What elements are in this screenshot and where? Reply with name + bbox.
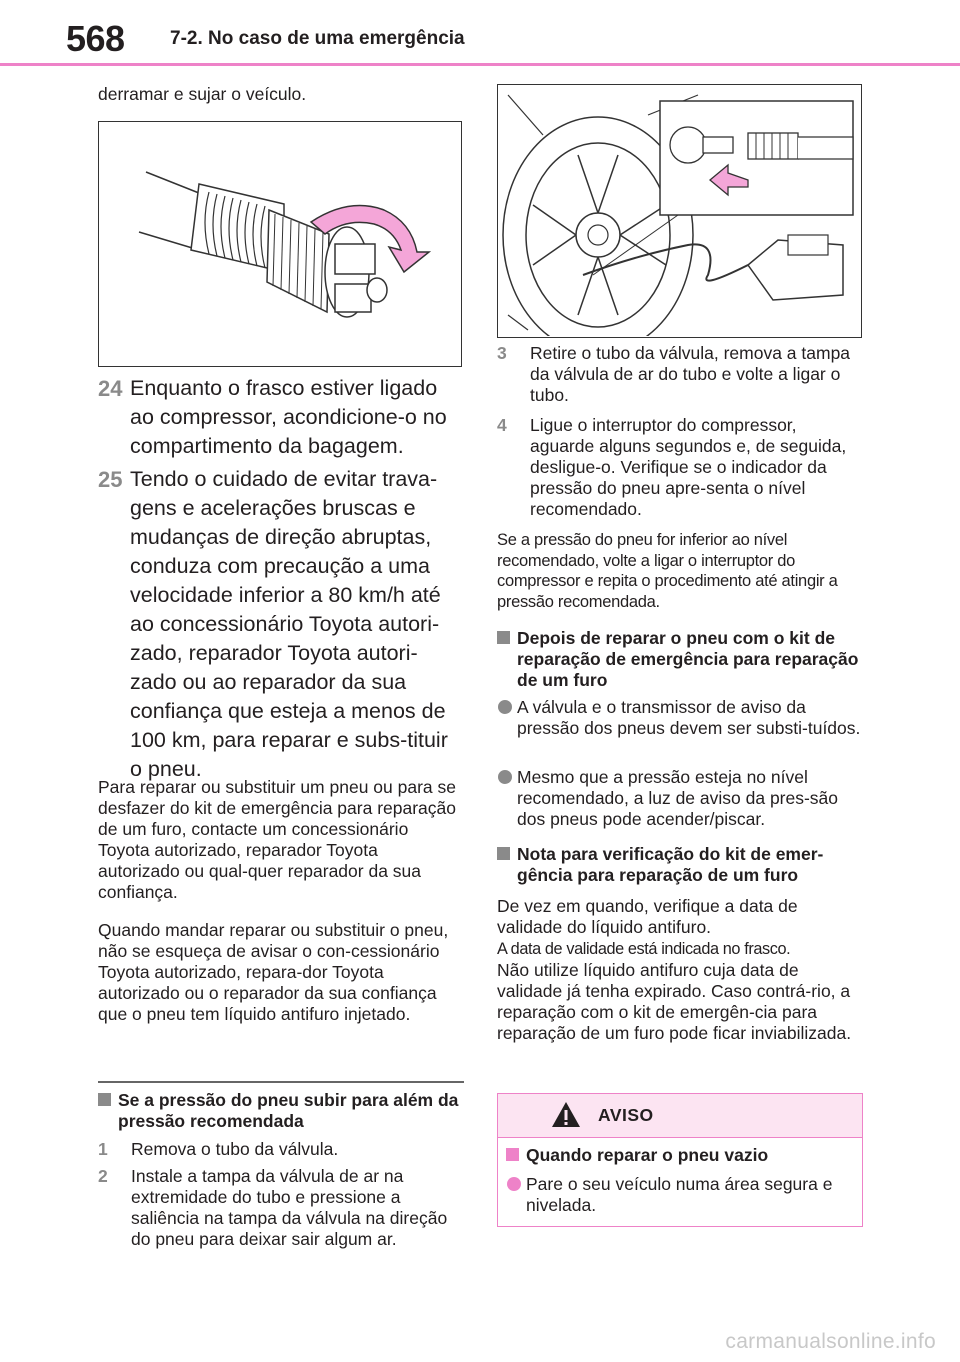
tire-valve-compressor-illustration — [497, 84, 862, 338]
header-rule — [0, 63, 960, 66]
step-text: Ligue o interruptor do compressor, aguarde alguns segundos e, de seguida, desligue-o. Verifique se o indicador da pressão do pneu apre-senta o nível recomendado. — [530, 415, 847, 519]
square-marker-icon — [98, 1093, 111, 1106]
step-number: 25 — [98, 467, 123, 492]
bullet-dot-icon — [498, 700, 512, 714]
step-4 — [497, 415, 863, 520]
page-header — [0, 0, 960, 66]
watermark-text: carmanualsonline.info — [725, 1330, 936, 1353]
step-number: 1 — [98, 1139, 108, 1159]
paragraph-pressure-low: Se a pressão do pneu for inferior ao nível recomendado, volte a ligar o interruptor do compressor e repita o procedimento até atingir a pressão recomendada. — [497, 531, 838, 611]
bullet-valve-replace: A válvula e o transmissor de aviso da pressão dos pneus devem ser substi-tuídos. — [497, 697, 863, 739]
hose-rotate-illustration — [99, 122, 460, 365]
heading-after-repair: Depois de reparar o pneu com o kit de reparação de emergência para reparação de um furo — [497, 628, 863, 691]
heading-pressure-too-high: Se a pressão do pneu subir para além da pressão recomendada — [98, 1090, 464, 1132]
step-2 — [98, 1166, 464, 1250]
paragraph-expiry-location: A data de validade está indicada no frasco. — [497, 940, 791, 958]
step-number: 4 — [497, 415, 507, 435]
step-24 — [98, 374, 464, 461]
tire-compressor-illustration — [498, 85, 860, 336]
step-3 — [497, 343, 863, 406]
step-text: Retire o tubo da válvula, remova a tampa da válvula de ar do tubo e volte a ligar o tubo. — [530, 343, 851, 405]
hose-cap-illustration — [98, 121, 462, 367]
step-text: Tendo o cuidado de evitar trava-gens e acelerações bruscas e mudanças de direção abruptas, conduza com precaução a uma velocidade inferior a 80 km/h até ao concessionário Toyota autori-zado, reparador Toyota autori-zado ou ao reparador da sua confiança que esteja a menos de 100 km, para reparar e subs-tituir o pneu. — [130, 467, 448, 781]
step-text: Instale a tampa da válvula de ar na extremidade do tubo e pressione a saliência na tampa da válvula na direção do pneu para deixar sair algum ar. — [131, 1166, 448, 1249]
section-divider — [98, 1081, 464, 1083]
section-title: 7-2. No caso de uma emergência — [170, 28, 465, 49]
warning-heading: Quando reparar o pneu vazio — [506, 1145, 856, 1166]
square-marker-icon — [497, 847, 510, 860]
bullet-dot-icon — [498, 770, 512, 784]
paragraph-do-not-use-expired: Não utilize líquido antifuro cuja data de validade já tenha expirado. Caso contrá-rio, a reparação com o kit de emergên-cia para reparação de um furo pode ficar inviabilizada. — [497, 960, 852, 1043]
square-marker-icon — [497, 631, 510, 644]
bullet-warning-light: Mesmo que a pressão esteja no nível recomendado, a luz de aviso da pres-são dos pneus pode acender/piscar. — [497, 767, 863, 830]
warning-bullet: Pare o seu veículo numa área segura e nivelada. — [506, 1174, 856, 1216]
warning-box-header — [498, 1094, 862, 1138]
step-number: 3 — [497, 343, 507, 363]
page-number: 568 — [66, 18, 125, 59]
step-1 — [98, 1139, 464, 1160]
step-text: Enquanto o frasco estiver ligado ao compressor, acondicione-o no compartimento da bagagem. — [130, 376, 447, 458]
warning-title: AVISO — [598, 1105, 654, 1125]
step-number: 24 — [98, 376, 123, 401]
paragraph-inform-dealer: Quando mandar reparar ou substituir o pneu, não se esqueça de avisar o con-cessionário Toyota autorizado, repara-dor Toyota autorizado ou o reparador da sua confiança que o pneu tem líquido antifuro injetado. — [98, 920, 449, 1024]
heading-kit-check-note: Nota para verificação do kit de emer-gência para reparação de um furo — [497, 844, 863, 886]
bullet-dot-icon — [507, 1177, 521, 1191]
warning-triangle-icon — [551, 1101, 581, 1128]
step-text: Remova o tubo da válvula. — [131, 1139, 339, 1159]
step-number: 2 — [98, 1166, 108, 1186]
step-25 — [98, 465, 464, 784]
paragraph-repair-contact: Para reparar ou substituir um pneu ou para se desfazer do kit de emergência para reparação de um furo, contacte um concessionário Toyota autorizado, reparador Toyota autorizado ou qual-quer reparador da sua confiança. — [98, 777, 456, 902]
square-marker-icon — [506, 1148, 519, 1161]
intro-text: derramar e sujar o veículo. — [98, 84, 307, 104]
warning-box — [497, 1093, 863, 1227]
paragraph-check-expiry: De vez em quando, verifique a data de validade do líquido antifuro. — [497, 896, 798, 937]
